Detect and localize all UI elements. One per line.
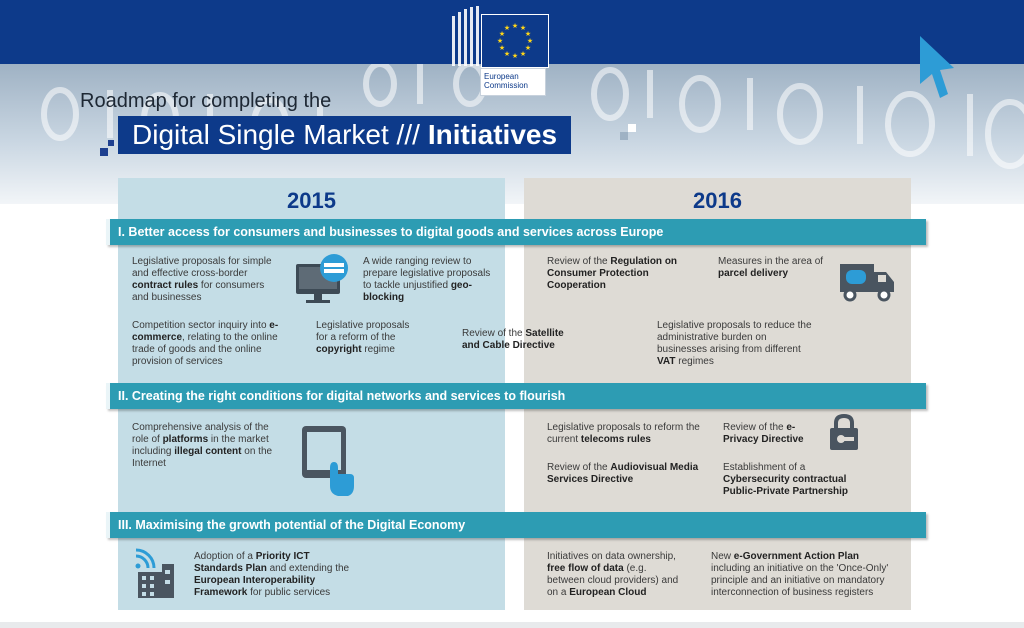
logo-caption: [480, 68, 546, 96]
decor-square: [628, 124, 636, 132]
european-commission-logo: [448, 6, 548, 96]
item-parcel-delivery: Measures in the area of parcel delivery: [718, 256, 824, 279]
item-satellite-cable: Review of the Satellite and Cable Directive: [462, 328, 564, 351]
item-audiovisual: Review of the Audiovisual Media Services Directive: [547, 462, 699, 485]
item-e-commerce: Competition sector inquiry into e-commerce, relating to the online trade of goods and the online provision of services: [132, 320, 279, 367]
item-contract-rules: Legislative proposals for simple and effective cross-border contract rules for consumers and businesses: [132, 256, 272, 303]
wifi-building-icon: [134, 548, 178, 605]
delivery-truck-icon: [838, 262, 896, 309]
decor-square: [108, 140, 114, 146]
page-title-line1: Roadmap for completing the: [80, 90, 332, 112]
item-telecoms-rules: Legislative proposals to reform the current telecoms rules: [547, 422, 700, 445]
svg-text:★: ★: [498, 30, 506, 38]
svg-text:★: ★: [503, 50, 511, 58]
item-e-government: New e-Government Action Plan including an initiative on the 'Once-Only' principle and an initiative on mandatory interconnection of business registers: [711, 551, 889, 598]
item-consumer-protection: Review of the Regulation on Consumer Protection Cooperation: [547, 256, 678, 291]
item-platforms: Comprehensive analysis of the role of platforms in the market including illegal content on the Internet: [132, 422, 273, 469]
year-2016: 2016: [693, 188, 742, 213]
item-copyright: Legislative proposals for a reform of the copyright regime: [316, 320, 410, 355]
svg-text:★: ★: [498, 44, 506, 52]
page-bottom-edge: [0, 622, 1024, 628]
svg-text:★: ★: [496, 37, 504, 45]
page-title-line2: Digital Single Market /// Initiatives: [132, 119, 558, 150]
monitor-geoblock-icon: [294, 254, 354, 311]
svg-text:★: ★: [526, 37, 534, 45]
item-ict-standards: Adoption of a Priority ICT Standards Plan and extending the European Interoperability Framework for public services: [194, 551, 350, 598]
logo-text-line1: European: [484, 72, 519, 81]
item-data-ownership: Initiatives on data ownership, free flow of data (e.g. between cloud providers) and on a European Cloud: [547, 551, 679, 598]
svg-text:★: ★: [519, 24, 527, 32]
svg-text:★: ★: [511, 22, 519, 30]
section-3-header: III. Maximising the growth potential of the Digital Economy: [106, 512, 926, 538]
item-e-privacy: Review of the e-Privacy Directive: [723, 422, 804, 445]
svg-text:★: ★: [503, 24, 511, 32]
section-1-header: I. Better access for consumers and businesses to digital goods and services across Europe: [106, 219, 926, 245]
eu-flag-icon: [481, 14, 549, 68]
section-2-header: II. Creating the right conditions for digital networks and services to flourish: [106, 383, 926, 409]
item-cybersecurity: Establishment of a Cybersecurity contractual Public-Private Partnership: [723, 462, 849, 497]
cursor-arrow-icon: [916, 32, 960, 107]
decor-square: [620, 132, 628, 140]
svg-text:★: ★: [524, 44, 532, 52]
item-vat-regimes: Legislative proposals to reduce the administrative burden on businesses arising from different VAT regimes: [657, 320, 812, 367]
svg-text:★: ★: [519, 50, 527, 58]
logo-text-line2: Commission: [484, 81, 529, 90]
tablet-touch-icon: [300, 424, 360, 505]
svg-text:★: ★: [524, 30, 532, 38]
page-title-banner: [118, 116, 571, 154]
item-geo-blocking: A wide ranging review to prepare legislative proposals to tackle unjustified geo-blocking: [363, 256, 491, 303]
padlock-key-icon: [828, 414, 860, 457]
decor-square: [100, 148, 108, 156]
svg-text:★: ★: [511, 52, 519, 60]
year-2015: 2015: [287, 188, 336, 213]
